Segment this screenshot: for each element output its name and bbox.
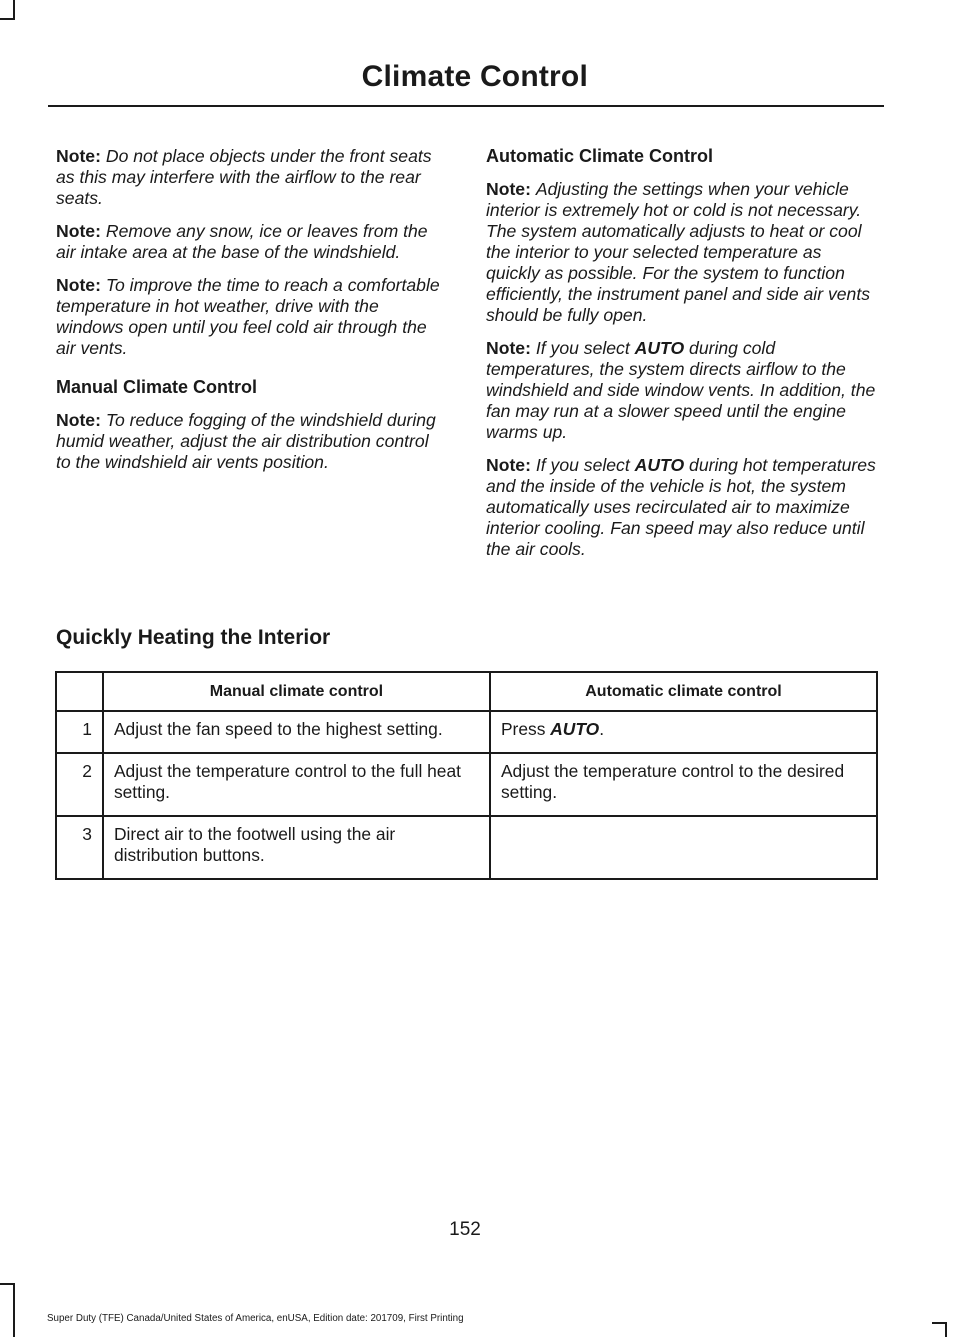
note-text-pre: If you select [535, 455, 635, 475]
note-text: Adjusting the settings when your vehicle interior is extremely hot or cold is not necessary. The system automatically adjusts to heat or cool the interior to your selected temperature as quickly as possible. For the system to function efficiently, the instrument panel and side air vents should be fully open. [486, 179, 871, 325]
automatic-step-post: . [599, 719, 605, 739]
table-header-manual: Manual climate control [103, 672, 490, 711]
automatic-step [490, 816, 877, 879]
step-number: 1 [56, 711, 103, 753]
note-text: To improve the time to reach a comfortable temperature in hot weather, drive with the windows open until you feel cold air through the air vents. [56, 275, 440, 358]
step-number: 3 [56, 816, 103, 879]
heating-steps-table [55, 671, 878, 880]
crop-mark-bottom-right [932, 1322, 947, 1324]
table-row [56, 816, 877, 879]
note-paragraph [56, 410, 448, 473]
note-text: Do not place objects under the front seats as this may interfere with the airflow to the rear seats. [56, 146, 432, 208]
note-label: Note: [486, 455, 531, 475]
note-text-post: during cold temperatures, the system directs airflow to the windshield and side window vents. In addition, the fan may run at a slower speed until the engine warms up. [486, 338, 876, 442]
manual-step: Adjust the fan speed to the highest setting. [103, 711, 490, 753]
note-paragraph [486, 455, 878, 560]
automatic-climate-heading: Automatic Climate Control [486, 146, 714, 166]
auto-keyword: AUTO [634, 455, 685, 475]
note-label: Note: [56, 410, 101, 430]
table-row [56, 753, 877, 816]
note-paragraph [486, 179, 878, 326]
note-text: To reduce fogging of the windshield during humid weather, adjust the air distribution control to the windshield air vents position. [56, 410, 436, 472]
note-paragraph [56, 146, 448, 209]
note-label: Note: [56, 221, 101, 241]
auto-keyword: AUTO [634, 338, 685, 358]
footer-edition-info: Super Duty (TFE) Canada/United States of America, enUSA, Edition date: 201709, First Printing [47, 1313, 464, 1324]
right-column [486, 146, 878, 572]
note-text: Remove any snow, ice or leaves from the air intake area at the base of the windshield. [56, 221, 428, 262]
header-divider [48, 105, 884, 107]
crop-mark-top-left [0, 18, 15, 20]
manual-step: Direct air to the footwell using the air distribution buttons. [103, 816, 490, 879]
manual-step: Adjust the temperature control to the full heat setting. [103, 753, 490, 816]
note-label: Note: [486, 338, 531, 358]
manual-climate-heading: Manual Climate Control [56, 377, 258, 397]
note-paragraph [56, 221, 448, 263]
note-paragraph [56, 275, 448, 359]
table-row [56, 711, 877, 753]
automatic-step [490, 711, 877, 753]
step-number: 2 [56, 753, 103, 816]
crop-mark-bottom-right [945, 1322, 947, 1337]
section-title: Quickly Heating the Interior [56, 626, 331, 649]
note-label: Note: [56, 146, 101, 166]
page-title: Climate Control [361, 60, 588, 93]
automatic-step-pre: Press [500, 719, 551, 739]
table-header-step [56, 672, 103, 711]
note-label: Note: [56, 275, 101, 295]
table-header-row [56, 672, 877, 711]
auto-keyword: AUTO [550, 719, 600, 739]
note-text-post: during hot temperatures and the inside of the vehicle is hot, the system automatically uses recirculated air to maximize interior cooling. Fan speed may also reduce until the air cools. [486, 455, 876, 559]
note-label: Note: [486, 179, 531, 199]
crop-mark-bottom-left [0, 1283, 15, 1285]
automatic-step: Adjust the temperature control to the desired setting. [490, 753, 877, 816]
crop-mark-top-left [13, 0, 15, 20]
note-text-pre: If you select [535, 338, 635, 358]
table-header-automatic: Automatic climate control [490, 672, 877, 711]
note-paragraph [486, 338, 878, 443]
left-column [56, 146, 448, 485]
crop-mark-bottom-left [13, 1283, 15, 1337]
page-number: 152 [449, 1219, 481, 1240]
